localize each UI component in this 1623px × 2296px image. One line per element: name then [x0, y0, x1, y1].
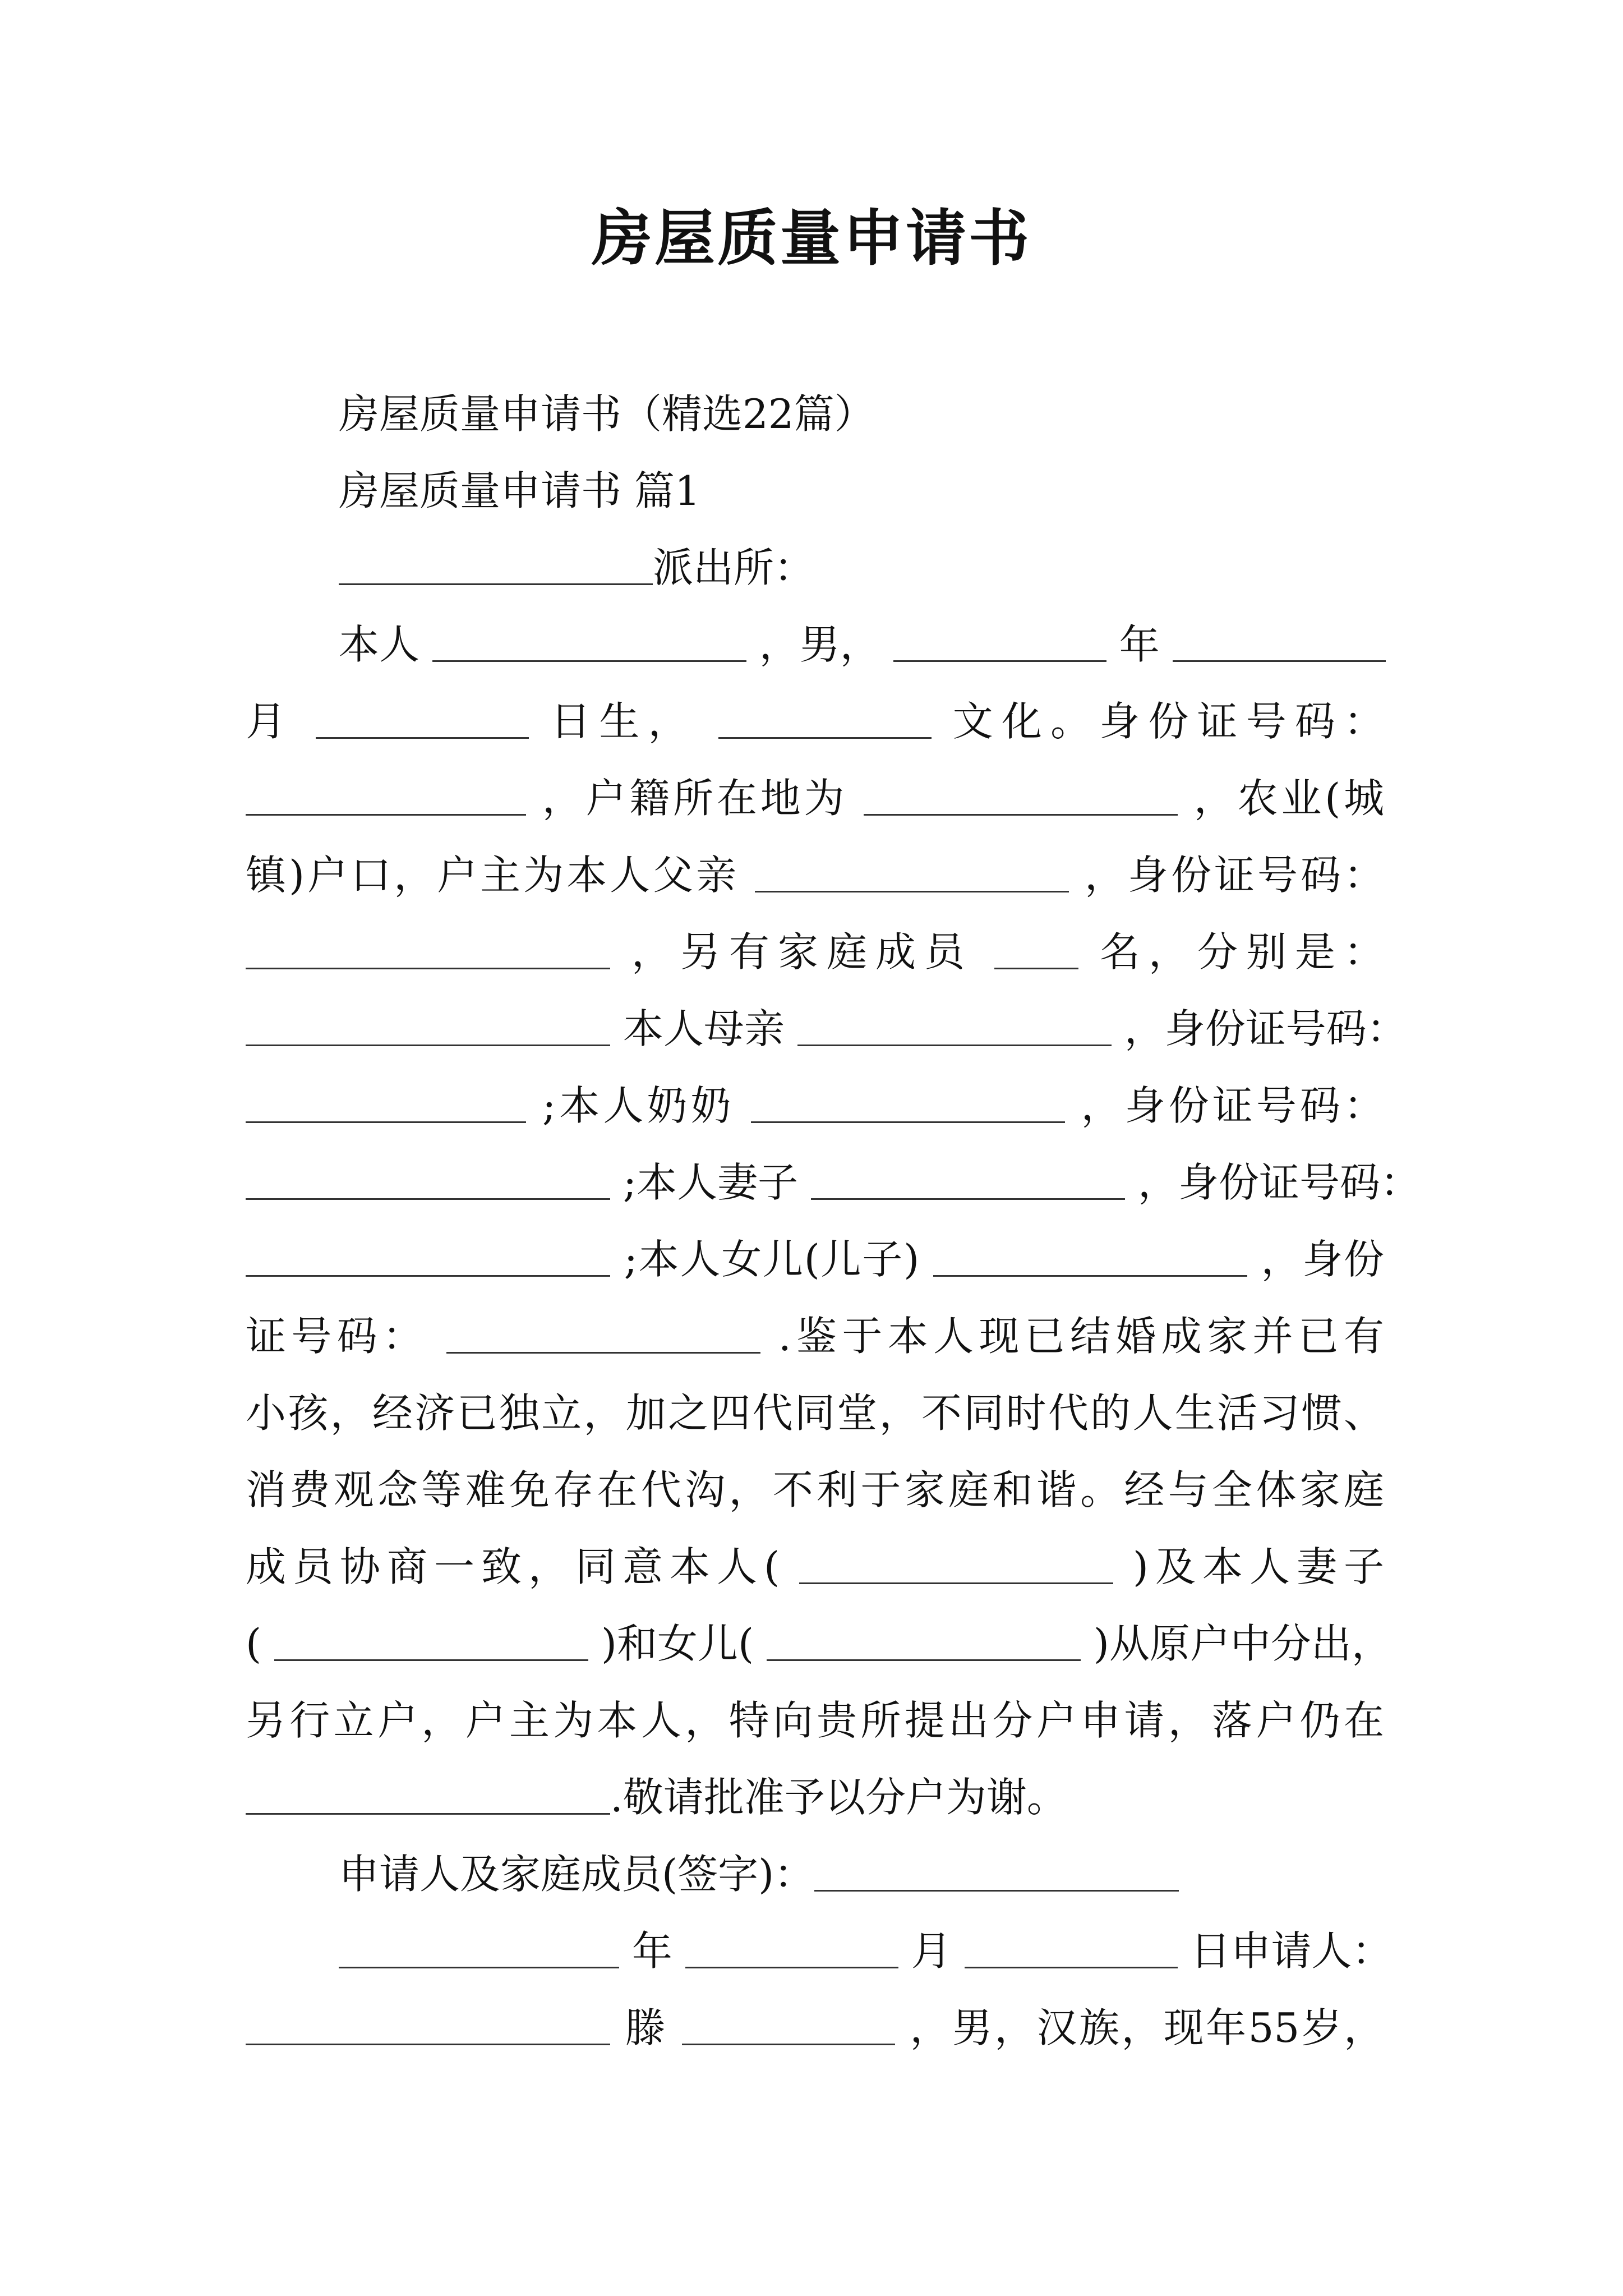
document-title: 房屋质量申请书 [591, 203, 1031, 274]
blank-underline [811, 1163, 1125, 1200]
blank-underline [246, 1240, 610, 1277]
text-line [246, 991, 1407, 1068]
date-line [246, 1913, 1393, 1990]
blank-underline [1173, 625, 1386, 662]
document-body [246, 376, 1421, 2067]
section-heading [246, 453, 1384, 530]
text-span: ，男， [759, 621, 880, 668]
text-span: 本人 [339, 621, 420, 668]
text-span: ，身份证号码： [1084, 852, 1385, 899]
text-span: 年 [1119, 621, 1160, 668]
subtitle-line [246, 376, 1384, 453]
text-span: .敬请批准予以分户为谢。 [610, 1774, 1067, 1821]
text-span: ，农业(城 [1193, 775, 1385, 822]
text-span: 另行立户，户主为本人，特向贵所提出分户申请，落户仍在 [246, 1697, 1384, 1744]
text-span: 本人母亲 [623, 1005, 785, 1052]
text-span: 镇)户口，户主为本人父亲 [246, 852, 740, 899]
text-span: 名，分别是： [1099, 928, 1385, 976]
text-span: ;本人女儿(儿子) [624, 1236, 920, 1283]
text-span: 证号码： [246, 1313, 428, 1360]
text-line [246, 1221, 1384, 1298]
text-line [246, 914, 1384, 991]
blank-underline [246, 1087, 526, 1123]
text-line [246, 1990, 1384, 2067]
text-span: 日生， [550, 698, 697, 745]
text-line [246, 606, 1384, 683]
text-span: 日申请人： [1190, 1927, 1393, 1975]
blank-underline [339, 1932, 619, 1968]
text-span: ;本人奶奶 [542, 1082, 735, 1129]
text-span: ，身份证号码： [1124, 1005, 1407, 1052]
blank-underline [246, 1778, 610, 1815]
blank-underline [246, 1163, 610, 1200]
blank-underline [755, 856, 1069, 892]
text-span: ，户籍所在地为 [542, 775, 848, 822]
blank-underline [797, 1010, 1112, 1046]
text-line [246, 1529, 1384, 1605]
text-line [246, 1144, 1421, 1221]
text-span: )从原户中分出， [1093, 1620, 1392, 1667]
blank-underline [339, 549, 653, 585]
text-span: ;本人妻子 [623, 1159, 799, 1206]
blank-underline [933, 1240, 1247, 1277]
text-line [246, 837, 1384, 914]
text-span: 文化。身份证号码： [952, 698, 1384, 745]
text-line [246, 1375, 1384, 1452]
blank-underline [893, 625, 1106, 662]
text-span: .鉴于本人现已结婚成家并已有 [778, 1313, 1385, 1360]
text-span: ，另有家庭成员 [631, 928, 974, 976]
text-span: 派出所： [653, 544, 815, 591]
text-span: 房屋质量申请书 篇1 [339, 467, 700, 514]
text-line [246, 1759, 1384, 1836]
text-line [246, 1068, 1384, 1144]
text-span: )及本人妻子 [1132, 1543, 1384, 1590]
signature-line [246, 1836, 1384, 1913]
text-span: 月 [911, 1927, 952, 1975]
blank-underline [246, 933, 610, 969]
blank-underline [274, 1625, 588, 1661]
text-line [246, 1452, 1384, 1529]
text-span: ，身份 [1261, 1236, 1385, 1283]
blank-underline [246, 1010, 610, 1046]
text-span: )和女儿( [601, 1620, 754, 1667]
blank-underline [246, 779, 526, 816]
text-line [246, 1605, 1392, 1682]
text-line [246, 1298, 1384, 1375]
text-line [246, 530, 1384, 606]
text-line [246, 760, 1384, 837]
blank-underline [751, 1087, 1065, 1123]
text-line [246, 1682, 1384, 1759]
blank-underline [965, 1932, 1178, 1968]
text-line [246, 683, 1384, 760]
blank-underline [246, 2009, 610, 2045]
text-span: ( [246, 1620, 262, 1667]
text-span: 滕 [625, 2004, 667, 2051]
text-span: 年 [631, 1927, 672, 1975]
blank-underline [316, 702, 529, 739]
blank-underline [446, 1317, 760, 1354]
blank-underline [685, 1932, 898, 1968]
text-span: 成员协商一致，同意本人( [246, 1543, 780, 1590]
blank-underline [864, 779, 1178, 816]
text-span: ，身份证号码： [1081, 1082, 1384, 1129]
text-span: 小孩，经济已独立，加之四代同堂，不同时代的人生活习惯、 [246, 1389, 1384, 1437]
blank-underline [682, 2009, 895, 2045]
blank-underline [767, 1625, 1081, 1661]
text-span: 消费观念等难免存在代沟，不利于家庭和谐。经与全体家庭 [246, 1466, 1384, 1513]
blank-underline [994, 933, 1078, 969]
blank-underline [718, 702, 932, 739]
text-span: 房屋质量申请书（精选22篇） [339, 390, 875, 438]
text-span: ，男，汉族，现年55岁， [910, 2004, 1384, 2051]
blank-underline [799, 1548, 1113, 1584]
blank-underline [432, 625, 746, 662]
text-span: 月 [246, 698, 295, 745]
text-span: 申请人及家庭成员(签字)： [339, 1851, 815, 1898]
blank-underline [814, 1855, 1179, 1892]
text-span: ，身份证号码： [1137, 1159, 1421, 1206]
